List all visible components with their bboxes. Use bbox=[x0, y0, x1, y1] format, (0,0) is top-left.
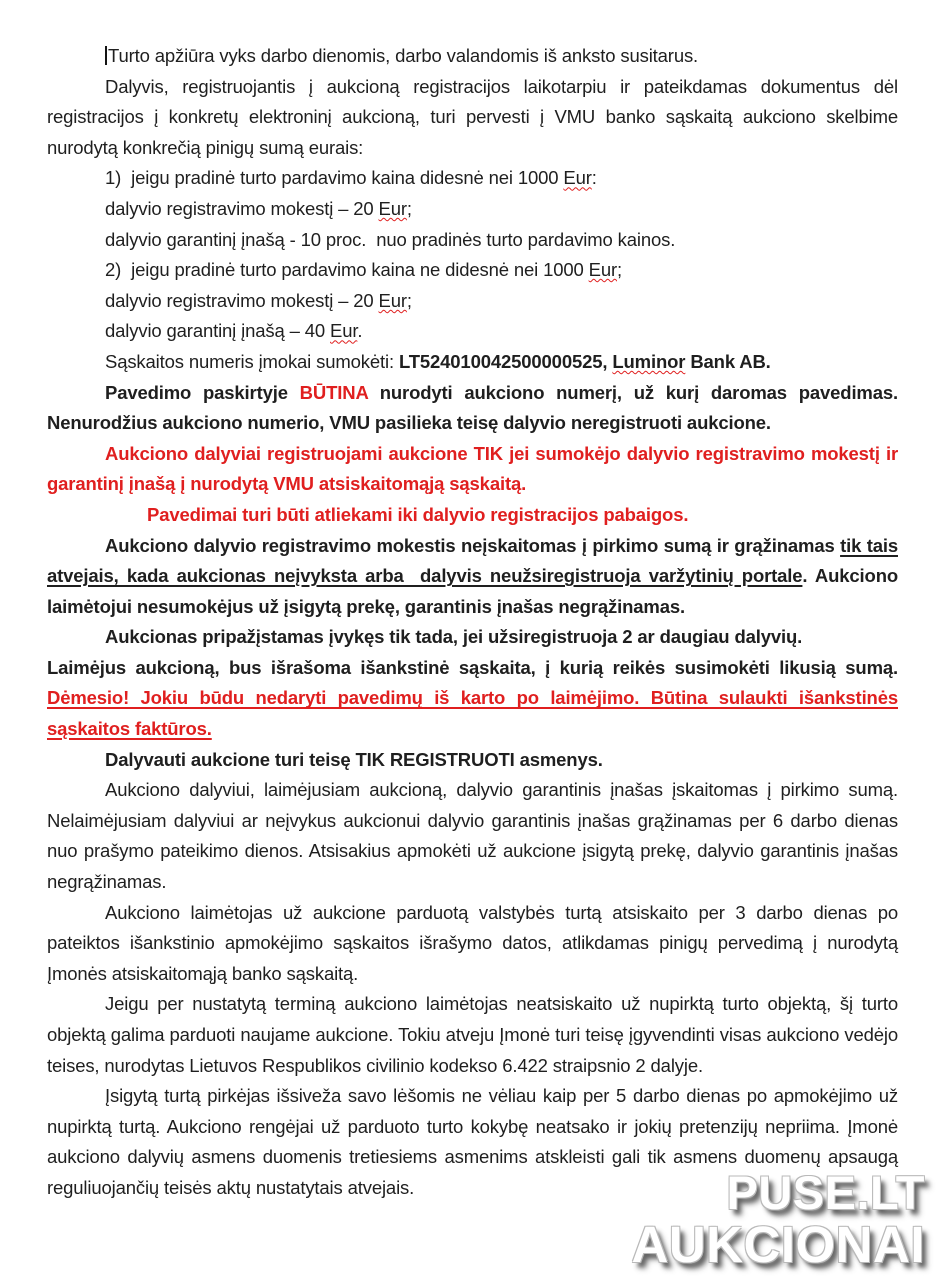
text-run: Pavedimo paskirtyje bbox=[105, 381, 300, 403]
watermark bbox=[632, 1168, 926, 1272]
text-run: Pavedimai turi būti atliekami iki dalyvio registracijos pabaigos. bbox=[147, 503, 689, 525]
paragraph bbox=[47, 225, 898, 256]
text-run: LT524010042500000525, bbox=[398, 350, 613, 372]
text-run: Eur bbox=[378, 197, 407, 219]
paragraph bbox=[47, 194, 898, 225]
paragraph bbox=[47, 72, 898, 164]
paragraph bbox=[47, 500, 898, 531]
text-run: Luminor bbox=[612, 350, 686, 372]
text-run: Aukciono dalyvio registravimo mokestis neįskaitomas į pirkimo sumą ir grąžinamas bbox=[105, 534, 841, 556]
paragraph bbox=[47, 378, 898, 439]
text-run: Aukcionas pripažįstamas įvykęs tik tada, jei užsiregistruoja 2 ar daugiau dalyvių. bbox=[105, 626, 803, 648]
paragraph bbox=[47, 439, 898, 500]
text-run: ; bbox=[406, 197, 412, 219]
text-run: Dėmesio! Jokiu būdu nedaryti pavedimų iš karto po laimėjimo. Būtina sulaukti išankstinės sąskaitos faktūros. bbox=[47, 687, 898, 740]
paragraph bbox=[47, 531, 898, 623]
text-run: dalyvio registravimo mokestį – 20 bbox=[105, 289, 379, 311]
text-run: . Aukciono laimėtojui nesumokėjus už įsigytą prekę, garantinis įnašas negrąžinamas. bbox=[47, 565, 899, 617]
text-run: Laimėjus aukcioną, bus išrašoma išankstinė sąskaita, į kurią reikės susimokėti likusią sumą. bbox=[47, 656, 898, 678]
text-run: ; bbox=[406, 289, 412, 311]
text-run: 2) jeigu pradinė turto pardavimo kaina ne didesnė nei 1000 bbox=[105, 259, 589, 281]
text-run: Jeigu per nustatytą terminą aukciono laimėtojas neatsiskaito už nupirktą turto objektą, šį turto objektą galima parduoti naujame aukcione. Tokiu atveju Įmonė turi teisę įgyvendinti visas aukciono vedėjo teises, nurodytas Lietuvos Respublikos civilinio kodekso 6.422 straipsnio 2 dalyje. bbox=[47, 993, 898, 1076]
paragraph bbox=[47, 898, 898, 990]
text-run: . bbox=[357, 320, 363, 342]
text-run: 1) jeigu pradinė turto pardavimo kaina didesnė nei 1000 bbox=[105, 167, 564, 189]
text-run: Įsigytą turtą pirkėjas išsiveža savo lėšomis ne vėliau kaip per 5 darbo dienas po apmokėjimo už nupirktą turtą. Aukciono rengėjai už parduoto turto kokybę neatsako ir jokių pretenzijų nepriima. Įmonė aukciono dalyvių asmens duomenis tretiesiems asmenims atskleisti gali tik asmens duomenų apsaugą reguliuojančių teisės aktų nustatytais atvejais. bbox=[47, 1085, 898, 1198]
text-run: ; bbox=[616, 259, 622, 281]
text-run: Sąskaitos numeris įmokai sumokėti: bbox=[105, 350, 399, 372]
paragraph bbox=[47, 989, 898, 1081]
text-run: Aukciono laimėtojas už aukcione parduotą valstybės turtą atsiskaito per 3 darbo dienas po pateiktos išankstinio apmokėjimo sąskaitos išrašymo datos, atlikdamas pinigų pervedimą į nurodytą Įmonės atsiskaitomąją banko sąskaitą. bbox=[47, 901, 898, 984]
document-body bbox=[47, 41, 898, 1204]
text-run: Eur bbox=[378, 289, 407, 311]
watermark-line-1: PUSE.LT bbox=[726, 1166, 925, 1220]
text-run: Eur bbox=[563, 167, 592, 189]
text-run: Aukciono dalyviui, laimėjusiam aukcioną, dalyvio garantinis įnašas įskaitomas į pirkimo sumą. Nelaimėjusiam dalyviui ar neįvykus aukcionui dalyvio garantinis įnašas grąžinamas per 6 darbo dienas nuo prašymo pateikimo dienos. Atsisakius apmokėti už aukcione įsigytą prekę, dalyvio garantinis įnašas negrąžinamas. bbox=[47, 779, 898, 893]
paragraph bbox=[47, 286, 898, 317]
text-run: Eur bbox=[588, 259, 617, 281]
text-run: Bank AB. bbox=[685, 350, 771, 372]
paragraph bbox=[47, 745, 898, 776]
text-run: Aukciono dalyviai registruojami aukcione TIK jei sumokėjo dalyvio registravimo mokestį ir garantinį įnašą į nurodytą VMU atsiskaitomąją sąskaitą. bbox=[47, 442, 898, 495]
text-run: BŪTINA bbox=[299, 381, 368, 403]
paragraph bbox=[47, 347, 898, 378]
paragraph bbox=[47, 775, 898, 897]
text-run: Dalyvauti aukcione turi teisę TIK REGISTRUOTI asmenys. bbox=[105, 748, 603, 770]
text-cursor bbox=[105, 46, 107, 65]
paragraph bbox=[47, 622, 898, 653]
text-run: Turto apžiūra vyks darbo dienomis, darbo valandomis iš anksto susitarus. bbox=[108, 45, 699, 66]
text-run: dalyvio garantinį įnašą – 40 bbox=[105, 320, 330, 342]
text-run: : bbox=[591, 167, 597, 189]
paragraph bbox=[47, 316, 898, 347]
watermark-line-2: AUKCIONAI bbox=[631, 1215, 925, 1273]
paragraph bbox=[47, 41, 898, 72]
text-run: tik tais atvejais, kada aukcionas neįvyksta arba dalyvis neužsiregistruoja varžytinių portale bbox=[47, 534, 898, 587]
text-run: nurodyti aukciono numerį, už kurį daromas pavedimas. Nenurodžius aukciono numerio, VMU pasilieka teisę dalyvio neregistruoti aukcione. bbox=[47, 381, 899, 434]
paragraph bbox=[47, 255, 898, 286]
text-run: Eur bbox=[330, 320, 358, 342]
paragraph bbox=[47, 653, 898, 745]
text-run: dalyvio garantinį įnašą - 10 proc. nuo pradinės turto pardavimo kainos. bbox=[105, 228, 676, 250]
text-run: Dalyvis, registruojantis į aukcioną registracijos laikotarpiu ir pateikdamas dokumentus dėl registracijos į konkretų elektroninį aukcioną, turi pervesti į VMU banko sąskaitą aukciono skelbime nurodytą konkrečią pinigų sumą eurais: bbox=[47, 75, 898, 158]
paragraph bbox=[47, 163, 898, 194]
text-run: dalyvio registravimo mokestį – 20 bbox=[105, 197, 379, 219]
